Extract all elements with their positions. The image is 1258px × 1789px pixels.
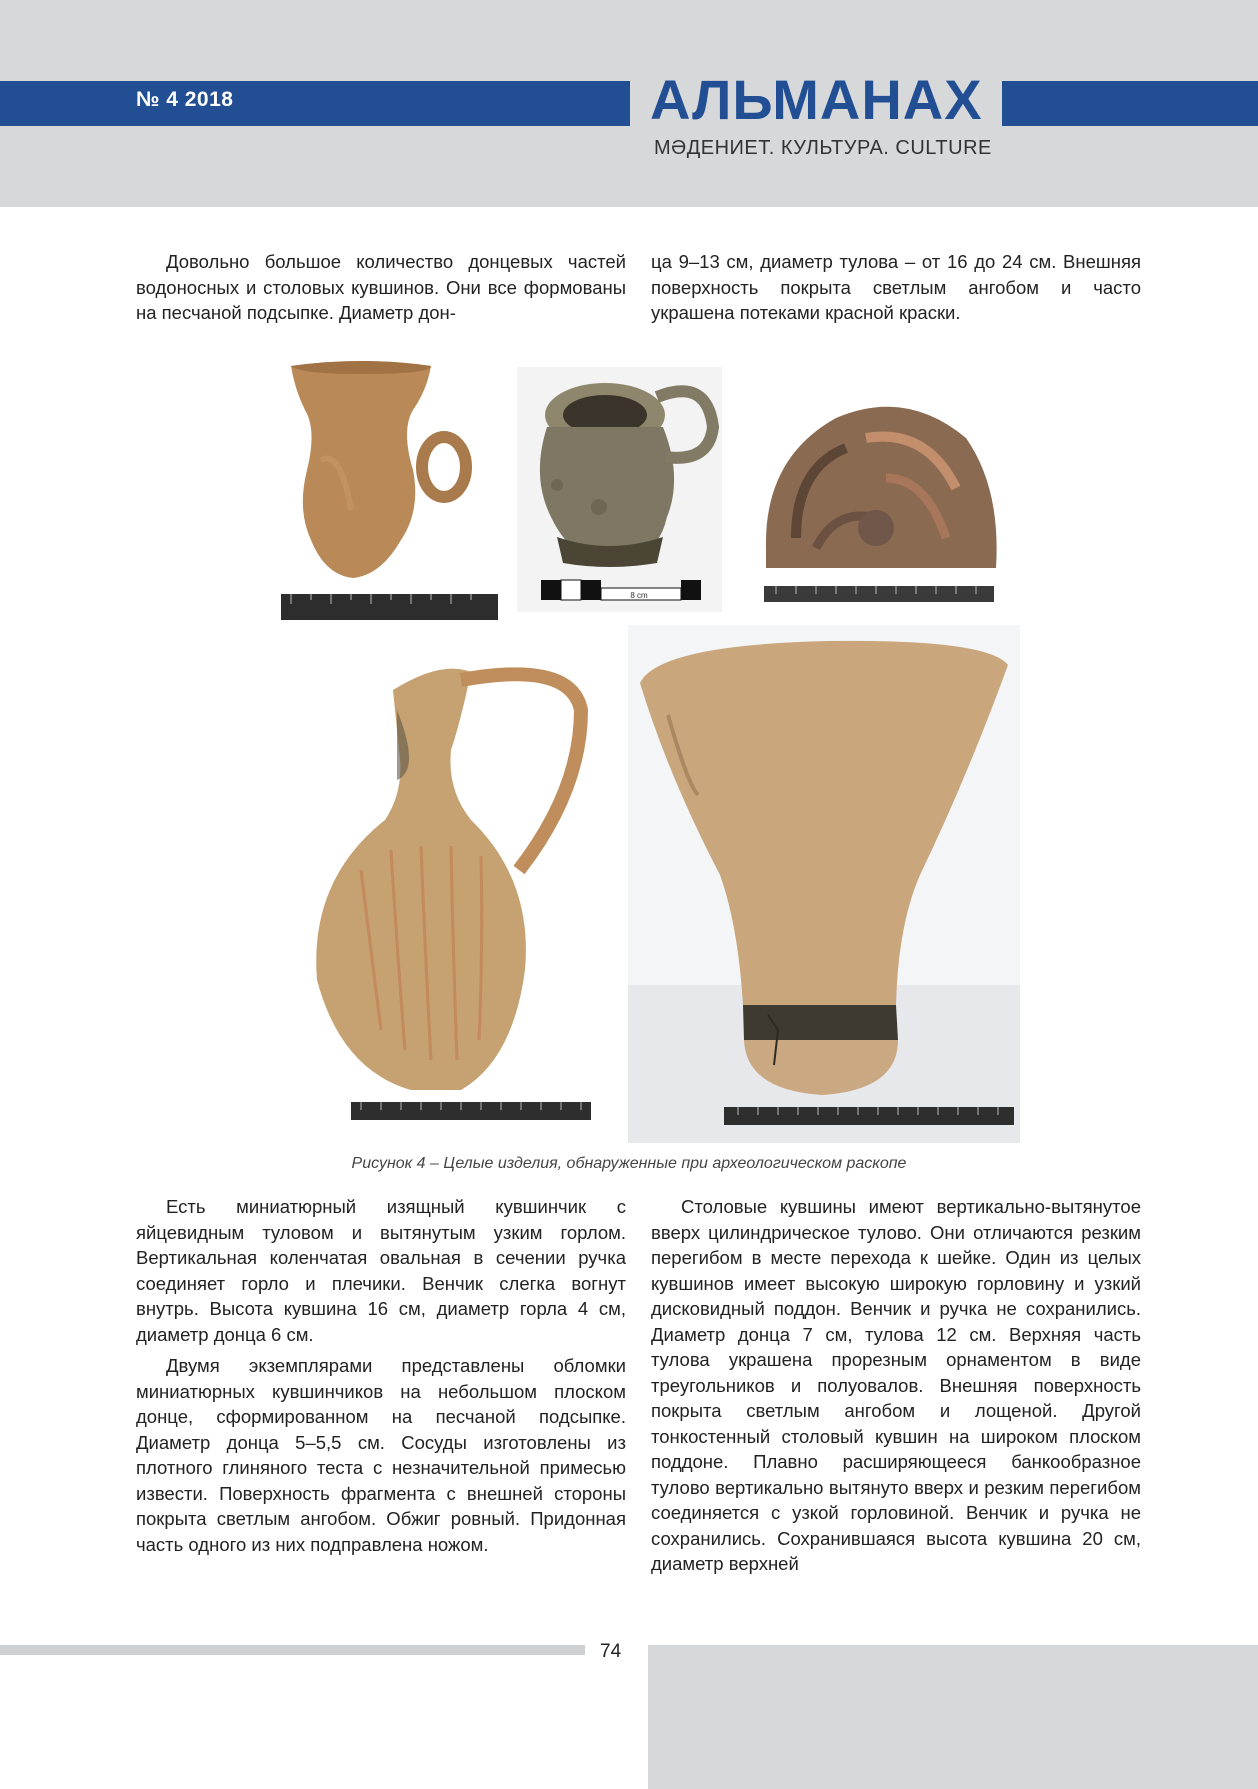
bottom-text-left [136,1194,626,1557]
paragraph: Столовые кувшины имеют вертикально-вытянутое вверх цилиндрическое тулово. Они отличаются резким перегибом в месте перехода к шейке. Один из целых кувшинов имеет высокую широкую горловину и узкий дисковидный поддон. Венчик и ручка не сохранились. Диаметр донца 7 см, тулова 12 см. Верхняя часть тулова украшена прорезным орнаментом в виде треугольников и полуовалов. Внешняя поверхность покрыта светлым ангобом и лощеной. Другой тонкостенный столовый кувшин на широком плоском поддоне. Плавно расширяющееся банкообразное тулово вертикально вытянуто вверх и резким перегибом соединяется с узкой горловиной. Венчик и ручка не сохранились. Сохранившаяся высота кувшина 20 см, диаметр верхней [651,1196,1141,1574]
photo-ornament-fragment [756,398,1001,611]
photo-small-jug [281,360,498,625]
journal-subtitle: МӘДЕНИЕТ. КУЛЬТУРА. CULTURE [654,137,992,159]
header-band-left [0,81,630,126]
photo-tall-jug [301,650,599,1125]
top-text-left [136,249,626,326]
paragraph: Довольно большое количество донцевых частей водоносных и столовых кувшинов. Они все формованы на песчаной подсыпке. Диаметр дон- [136,251,626,323]
top-text-right [651,249,1141,326]
figure-caption: Рисунок 4 – Целые изделия, обнаруженные при археологическом раскопе [351,1155,907,1172]
photo-small-pot [517,367,722,612]
bottom-text-right [651,1194,1141,1577]
footer-rule-left [0,1645,585,1655]
page-number: 74 [600,1641,622,1662]
footer-block-right [648,1645,1258,1789]
photo-tall-vessel [628,625,1020,1143]
header-band-right [1002,81,1258,126]
journal-title: АЛЬМАНАХ [650,68,983,131]
issue-number: № 4 2018 [136,88,234,111]
paragraph: Двумя экземплярами представлены обломки миниатюрных кувшинчиков на небольшом плоском донце, сформированном на песчаной подсыпке. Диаметр донца 5–5,5 см. Сосуды изготовлены из плотного глиняного теста с незначительной примесью извести. Поверхность фрагмента с внешней стороны покрыта светлым ангобом. Обжиг ровный. Придонная часть одного из них подправлена ножом. [136,1355,626,1555]
paragraph: Есть миниатюрный изящный кувшинчик с яйцевидным туловом и вытянутым узким горлом. Вертикальная коленчатая овальная в сечении ручка соединяет горло и плечики. Венчик слегка вогнут внутрь. Высота кувшина 16 см, диаметр горла 4 см, диаметр донца 6 см. [136,1196,626,1345]
scale-label: 8 cm [630,591,648,600]
paragraph: ца 9–13 см, диаметр тулова – от 16 до 24 см. Внешняя поверхность покрыта светлым ангобом и часто украшена потеками красной краски. [651,251,1141,323]
